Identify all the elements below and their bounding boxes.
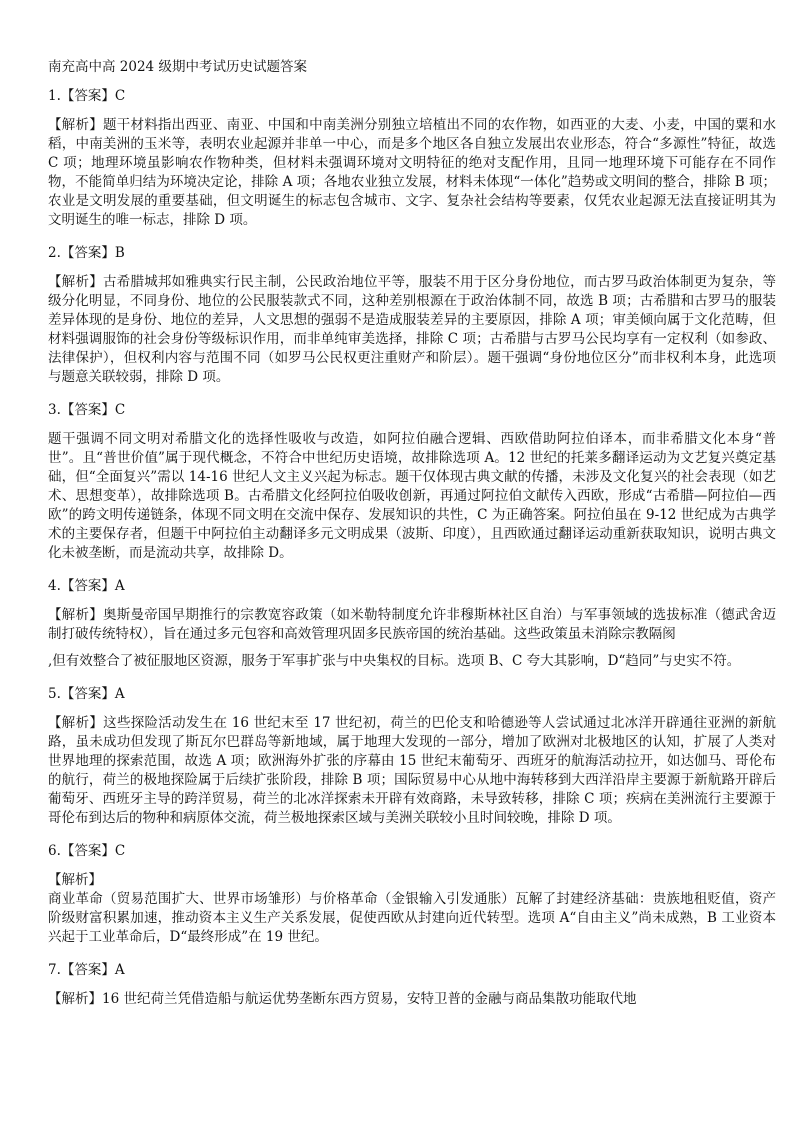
analysis-label: 【解析】 — [48, 607, 103, 623]
analysis-text: 奥斯曼帝国早期推行的宗教宽容政策（如米勒特制度允许非穆斯林社区自治）与军事领域的选拔标准（德武舍迈制打破传统特权），旨在通过多元包容和高效管理巩固多民族帝国的统治基础。这些政策虽未消除宗教隔阂 — [48, 607, 777, 642]
analysis-text: 商业革命（贸易范围扩大、世界市场雏形）与价格革命（金银输入引发通胀）瓦解了封建经济基础：贵族地租贬值，资产阶级财富积累加速，推动资本主义生产关系发展，促使西欧从封建向近代转型。选项 A“自由主义”尚未成熟，B 工业资本兴起于工业革命后，D“最终形成”在 19 世纪。 — [48, 891, 776, 945]
answer-item — [48, 842, 776, 947]
answer-answer-label: 【答案】 — [60, 962, 115, 978]
answer-number: 7. — [48, 962, 61, 978]
answer-number: 4. — [48, 578, 61, 594]
answer-answer: A — [114, 578, 125, 594]
answer-item — [48, 401, 776, 563]
analysis-label: 【解析】 — [48, 991, 102, 1007]
answer-list — [48, 87, 776, 1009]
answer-line — [48, 685, 776, 704]
analysis-text: 16 世纪荷兰凭借造船与航运优势垄断东西方贸易，安特卫普的金融与商品集散功能取代地 — [102, 991, 637, 1007]
answer-answer-label: 【答案】 — [60, 88, 115, 104]
analysis-text: 这些探险活动发生在 16 世纪末至 17 世纪初，荷兰的巴伦支和哈德逊等人尝试通过北冰洋开辟通往亚洲的新航路，虽未成功但发现了斯瓦尔巴群岛等新地域，属于地理大发现的一部分，增加了欧洲对北极地区的认知，扩展了人类对世界地理的探索范围，故选 A 项；欧洲海外扩张的序幕由 15 世纪末葡萄牙、西班牙的航海活动拉开，如达伽马、哥伦布的航行，荷兰的极地探险属于后续扩张阶段，排除 B 项；国际贸易中心从地中海转移到大西洋沿岸主要源于新航路开辟后葡萄牙、西班牙主导的跨洋贸易，荷兰的北冰洋探索未开辟有效商路，未导致转移，排除 C 项；疾病在美洲流行主要源于哥伦布到达后的物种和病原体交流，荷兰极地探索区域与美洲关联较小且时间较晚，排除 D 项。 — [48, 715, 776, 826]
answer-number: 6. — [48, 843, 61, 859]
answer-answer: B — [114, 245, 125, 261]
answer-answer-label: 【答案】 — [60, 578, 115, 594]
answer-line — [48, 961, 776, 980]
analysis-text: 古希腊城邦如雅典实行民主制，公民政治地位平等，服装不用于区分身份地位，而古罗马政治体制更为复杂，等级分化明显，不同身份、地位的公民服装款式不同，这种差别根源在于政治体制不同，故选 B 项；古希腊和古罗马的服装差异体现的是身份、地位的差异，人文思想的强弱不是造成服装差异的主要原因，排除 A 项；审美倾向属于文化范畴，但材料强调服饰的社会身份等级标识作用，而非单纯审美选择，排除 C 项；古希腊与古罗马公民均享有一定权利（如参政、法律保护），但权利内容与范围不同（如罗马公民权更注重财产和阶层）。题干强调“身份地位区分”而非权利本身，此选项与题意关联较弱，排除 D 项。 — [48, 274, 777, 385]
analysis-paragraph — [48, 606, 776, 644]
analysis-paragraph — [48, 890, 776, 947]
document-title: 南充高中高 2024 级期中考试历史试题答案 — [48, 59, 307, 75]
answer-line — [48, 244, 776, 263]
analysis-label: 【解析】 — [48, 274, 103, 290]
answer-answer: C — [114, 88, 126, 104]
analysis-label: 【解析】 — [48, 872, 102, 888]
answer-answer-label: 【答案】 — [60, 843, 115, 859]
answer-line — [48, 577, 776, 596]
analysis-label: 【解析】 — [48, 715, 104, 731]
answer-number: 2. — [48, 245, 61, 261]
answer-answer: C — [114, 402, 126, 418]
answer-answer: A — [114, 686, 125, 702]
analysis-text: 题干强调不同文明对希腊文化的选择性吸收与改造，如阿拉伯融合逻辑、西欧借助阿拉伯译本，而非希腊文化本身“普世”。且“普世价值”属于现代概念，不符合中世纪历史语境，故排除选项 A。12 世纪的托莱多翻译运动为文艺复兴奠定基础，但“全面复兴”需以 14-16 世纪人文主义兴起为标志。题干仅体现古典文献的传播，未涉及文化复兴的社会表现（如艺术、思想变革），故排除选项 B。古希腊文化经阿拉伯吸收创新，再通过阿拉伯文献传入西欧，形成“古希腊—阿拉伯—西欧”的跨文明传递链条，体现不同文明在交流中保存、发展知识的共性，C 为正确答案。阿拉伯虽在 9-12 世纪成为古典学术的主要保存者，但题干中阿拉伯主动翻译多元文明成果（波斯、印度），且西欧通过翻译运动重新获取知识，说明古典文化未被垄断，而是流动共享，故排除 D。 — [48, 431, 776, 561]
answer-number: 5. — [48, 686, 61, 702]
analysis-paragraph — [48, 714, 776, 828]
answer-item — [48, 577, 776, 671]
analysis-paragraph — [48, 652, 776, 671]
answer-answer-label: 【答案】 — [60, 402, 115, 418]
analysis-text: 题干材料指出西亚、南亚、中国和中南美洲分别独立培植出不同的农作物，如西亚的大麦、小麦，中国的粟和水稻，中南美洲的玉米等，表明农业起源并非单一中心，而是多个地区各自独立发展出农业形态，符合“多源性”特征，故选 C 项；地理环境虽影响农作物种类，但材料未强调环境对文明特征的绝对支配作用，且同一地理环境下可能存在不同作物，不能简单归结为环境决定论，排除 A 项；各地农业独立发展，材料未体现“一体化”趋势或文明间的整合，排除 B 项；农业是文明发展的重要基础，但文明诞生的标志包含城市、文字、复杂社会结构等要素，仅凭农业起源无法直接证明其为文明诞生的唯一标志，排除 D 项。 — [48, 117, 777, 228]
analysis-text: ,但有效整合了被征服地区资源，服务于军事扩张与中央集权的目标。选项 B、C 夸大其影响，D“趋同”与史实不符。 — [48, 653, 741, 669]
answer-answer-label: 【答案】 — [60, 245, 115, 261]
analysis-paragraph — [48, 990, 776, 1009]
answer-item — [48, 685, 776, 828]
answer-answer: C — [114, 843, 126, 859]
answer-line — [48, 842, 776, 861]
answer-item — [48, 961, 776, 1009]
answer-answer: A — [114, 962, 125, 978]
answer-answer-label: 【答案】 — [60, 686, 115, 702]
analysis-paragraph — [48, 430, 776, 563]
analysis-paragraph — [48, 273, 776, 387]
analysis-paragraph — [48, 116, 776, 230]
answer-item — [48, 244, 776, 387]
answer-line — [48, 87, 776, 106]
answer-line — [48, 401, 776, 420]
answer-item — [48, 87, 776, 230]
answer-number: 3. — [48, 402, 61, 418]
answer-number: 1. — [48, 88, 61, 104]
analysis-label: 【解析】 — [48, 117, 103, 133]
